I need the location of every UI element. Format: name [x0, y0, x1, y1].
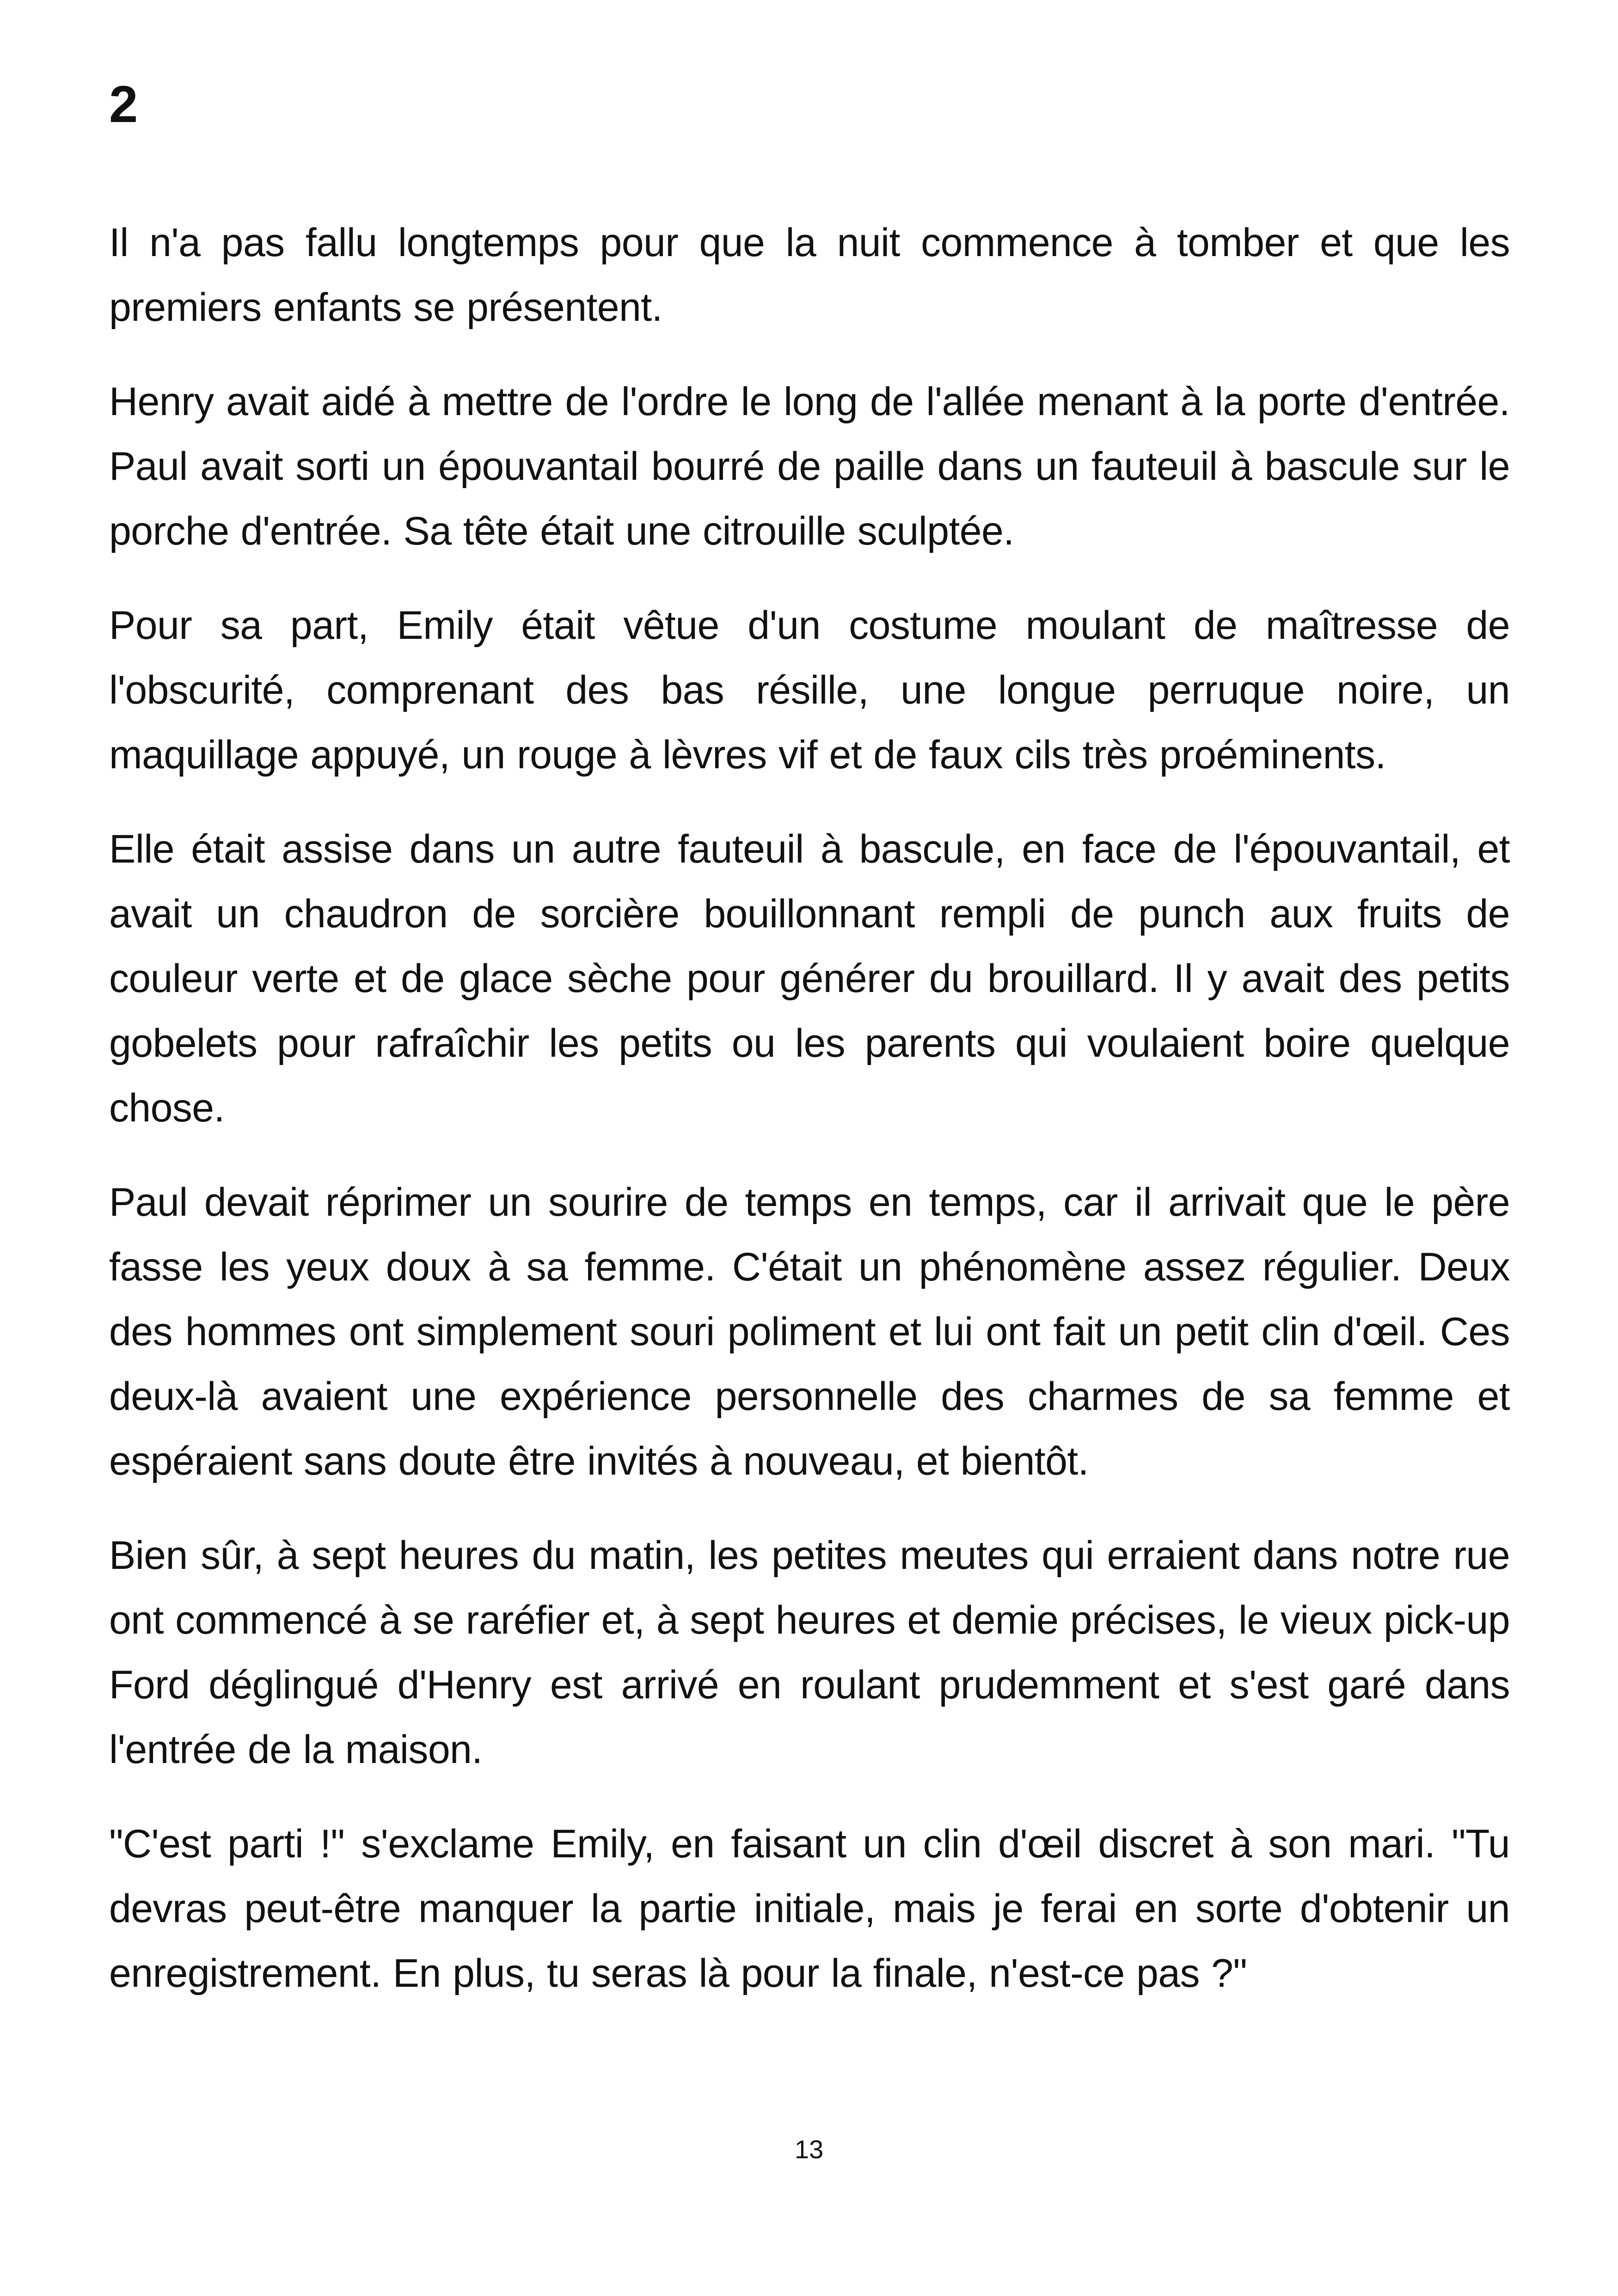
paragraph: Henry avait aidé à mettre de l'ordre le long de l'allée menant à la porte d'entrée. Paul avait sorti un épouvantail bourré de paille dans un fauteuil à bascule sur le porche d'entrée. Sa tête était une citrouille sculptée. [109, 380, 1510, 553]
page-number: 13 [794, 2135, 824, 2164]
chapter-body [109, 210, 1510, 2035]
paragraph: Bien sûr, à sept heures du matin, les petites meutes qui erraient dans notre rue ont commencé à se raréfier et, à sept heures et demie précises, le vieux pick-up Ford déglingué d'Henry est arrivé en roulant prudemment et s'est garé dans l'entrée de la maison. [109, 1533, 1510, 1772]
paragraph: Paul devait réprimer un sourire de temps en temps, car il arrivait que le père fasse les yeux doux à sa femme. C'était un phénomène assez régulier. Deux des hommes ont simplement souri poliment et lui ont fait un petit clin d'œil. Ces deux-là avaient une expérience personnelle des charmes de sa femme et espéraient sans doute être invités à nouveau, et bientôt. [109, 1180, 1510, 1483]
paragraph: Pour sa part, Emily était vêtue d'un costume moulant de maîtresse de l'obscurité, comprenant des bas résille, une longue perruque noire, un maquillage appuyé, un rouge à lèvres vif et de faux cils très proéminents. [109, 603, 1510, 777]
paragraph: "C'est parti !" s'exclame Emily, en faisant un clin d'œil discret à son mari. "Tu devras peut-être manquer la partie initiale, mais je ferai en sorte d'obtenir un enregistrement. En plus, tu seras là pour la finale, n'est-ce pas ?" [109, 1822, 1510, 1996]
paragraph: Il n'a pas fallu longtemps pour que la nuit commence à tomber et que les premiers enfants se présentent. [109, 220, 1510, 330]
chapter-number: 2 [109, 75, 138, 133]
paragraph: Elle était assise dans un autre fauteuil à bascule, en face de l'épouvantail, et avait un chaudron de sorcière bouillonnant rempli de punch aux fruits de couleur verte et de glace sèche pour générer du brouillard. Il y avait des petits gobelets pour rafraîchir les petits ou les parents qui voulaient boire quelque chose. [109, 827, 1510, 1130]
